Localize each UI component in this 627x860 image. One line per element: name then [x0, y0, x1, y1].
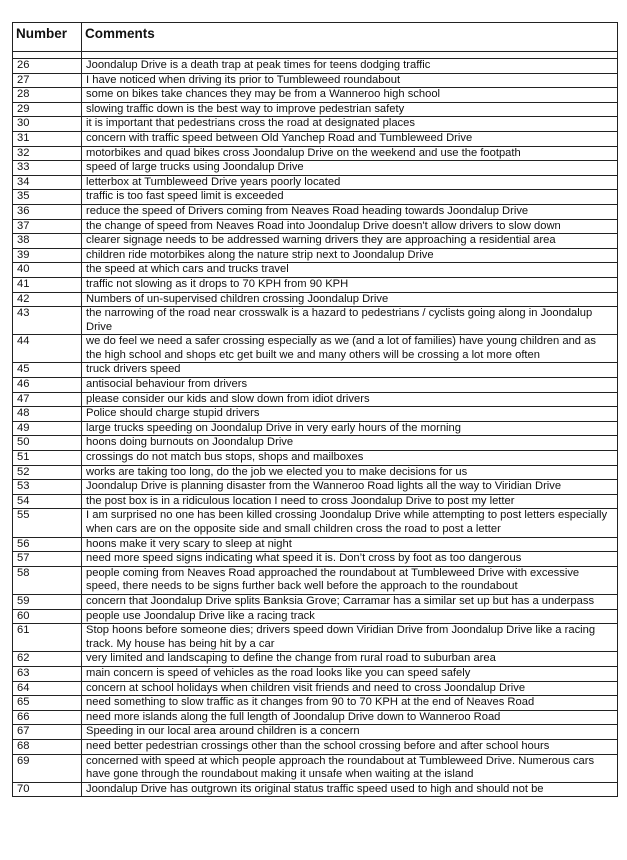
row-number: 40 [13, 263, 82, 278]
row-comment: please consider our kids and slow down from idiot drivers [82, 392, 618, 407]
row-comment: motorbikes and quad bikes cross Joondalup Drive on the weekend and use the footpath [82, 146, 618, 161]
row-number: 62 [13, 652, 82, 667]
row-number: 65 [13, 696, 82, 711]
table-row [13, 782, 618, 797]
row-comment: letterbox at Tumbleweed Drive years poorly located [82, 175, 618, 190]
row-comment: it is important that pedestrians cross the road at designated places [82, 117, 618, 132]
row-comment: hoons make it very scary to sleep at night [82, 537, 618, 552]
table-row [13, 754, 618, 782]
table-row [13, 451, 618, 466]
table-row [13, 234, 618, 249]
table-row [13, 146, 618, 161]
table-row [13, 117, 618, 132]
row-number: 63 [13, 666, 82, 681]
table-row [13, 681, 618, 696]
row-number: 53 [13, 480, 82, 495]
row-number: 67 [13, 725, 82, 740]
row-number: 49 [13, 421, 82, 436]
comments-column-header: Comments [82, 23, 618, 52]
row-comment: Joondalup Drive is planning disaster from the Wanneroo Road lights all the way to Viridian Drive [82, 480, 618, 495]
table-row [13, 307, 618, 335]
table-row [13, 509, 618, 537]
table-row [13, 102, 618, 117]
row-number: 31 [13, 131, 82, 146]
table-row [13, 666, 618, 681]
row-comment: traffic not slowing as it drops to 70 KPH from 90 KPH [82, 277, 618, 292]
row-comment: slowing traffic down is the best way to improve pedestrian safety [82, 102, 618, 117]
table-row [13, 219, 618, 234]
table-row [13, 552, 618, 567]
table-row [13, 204, 618, 219]
row-number: 39 [13, 248, 82, 263]
row-comment: large trucks speeding on Joondalup Drive in very early hours of the morning [82, 421, 618, 436]
row-comment: I am surprised no one has been killed crossing Joondalup Drive while attempting to post letters especially when cars are on the opposite side and small children cross the road to post a letter [82, 509, 618, 537]
row-comment: truck drivers speed [82, 363, 618, 378]
spacer-row [13, 52, 618, 59]
row-number: 69 [13, 754, 82, 782]
row-number: 59 [13, 594, 82, 609]
row-comment: some on bikes take chances they may be from a Wanneroo high school [82, 88, 618, 103]
table-row [13, 624, 618, 652]
row-number: 57 [13, 552, 82, 567]
row-number: 35 [13, 190, 82, 205]
row-comment: the post box is in a ridiculous location I need to cross Joondalup Drive to post my letter [82, 494, 618, 509]
row-number: 38 [13, 234, 82, 249]
row-comment: Numbers of un-supervised children crossing Joondalup Drive [82, 292, 618, 307]
table-row [13, 59, 618, 74]
row-number: 68 [13, 739, 82, 754]
row-number: 66 [13, 710, 82, 725]
row-comment: Stop hoons before someone dies; drivers speed down Viridian Drive from Joondalup Drive like a racing track. My house has being hit by a car [82, 624, 618, 652]
row-comment: Police should charge stupid drivers [82, 407, 618, 422]
table-row [13, 465, 618, 480]
comments-table-body [13, 52, 618, 797]
table-row [13, 392, 618, 407]
row-comment: traffic is too fast speed limit is exceeded [82, 190, 618, 205]
row-comment: Joondalup Drive is a death trap at peak times for teens dodging traffic [82, 59, 618, 74]
row-number: 54 [13, 494, 82, 509]
row-comment: antisocial behaviour from drivers [82, 378, 618, 393]
row-number: 48 [13, 407, 82, 422]
table-row [13, 652, 618, 667]
row-comment: people coming from Neaves Road approached the roundabout at Tumbleweed Drive with excessive speed, there needs to be signs further back well before the approach to the roundabout [82, 566, 618, 594]
row-number: 56 [13, 537, 82, 552]
row-comment: I have noticed when driving its prior to Tumbleweed roundabout [82, 73, 618, 88]
row-comment: Speeding in our local area around children is a concern [82, 725, 618, 740]
table-row [13, 131, 618, 146]
table-row [13, 73, 618, 88]
row-number: 45 [13, 363, 82, 378]
table-row [13, 190, 618, 205]
row-comment: clearer signage needs to be addressed warning drivers they are approaching a residential area [82, 234, 618, 249]
table-row [13, 378, 618, 393]
row-comment: need something to slow traffic as it changes from 90 to 70 KPH at the end of Neaves Road [82, 696, 618, 711]
row-comment: need more speed signs indicating what speed it is. Don’t cross by foot as too dangerous [82, 552, 618, 567]
row-number: 46 [13, 378, 82, 393]
row-number: 51 [13, 451, 82, 466]
row-number: 34 [13, 175, 82, 190]
row-number: 44 [13, 335, 82, 363]
table-row [13, 537, 618, 552]
row-comment: children ride motorbikes along the nature strip next to Joondalup Drive [82, 248, 618, 263]
row-number: 33 [13, 161, 82, 176]
row-comment: very limited and landscaping to define the change from rural road to suburban area [82, 652, 618, 667]
table-row [13, 594, 618, 609]
row-comment: concerned with speed at which people approach the roundabout at Tumbleweed Drive. Numerous cars have gone through the roundabout making it unsafe when waiting at the island [82, 754, 618, 782]
table-row [13, 161, 618, 176]
row-number: 32 [13, 146, 82, 161]
comments-document [12, 22, 617, 797]
table-row [13, 739, 618, 754]
table-row [13, 710, 618, 725]
number-column-header: Number [13, 23, 82, 52]
row-comment: concern that Joondalup Drive splits Banksia Grove; Carramar has a similar set up but has a underpass [82, 594, 618, 609]
row-number: 58 [13, 566, 82, 594]
row-number: 52 [13, 465, 82, 480]
table-row [13, 480, 618, 495]
row-number: 60 [13, 609, 82, 624]
row-number: 29 [13, 102, 82, 117]
row-comment: main concern is speed of vehicles as the road looks like you can speed safely [82, 666, 618, 681]
row-number: 36 [13, 204, 82, 219]
table-row [13, 263, 618, 278]
row-number: 26 [13, 59, 82, 74]
table-row [13, 407, 618, 422]
table-row [13, 609, 618, 624]
table-row [13, 277, 618, 292]
row-comment: works are taking too long, do the job we elected you to make decisions for us [82, 465, 618, 480]
table-row [13, 335, 618, 363]
row-number: 42 [13, 292, 82, 307]
row-number: 28 [13, 88, 82, 103]
row-comment: hoons doing burnouts on Joondalup Drive [82, 436, 618, 451]
row-number: 70 [13, 782, 82, 797]
row-comment: need more islands along the full length of Joondalup Drive down to Wanneroo Road [82, 710, 618, 725]
table-row [13, 421, 618, 436]
row-comment: speed of large trucks using Joondalup Drive [82, 161, 618, 176]
table-row [13, 494, 618, 509]
header-row [13, 23, 618, 52]
row-comment: we do feel we need a safer crossing especially as we (and a lot of families) have young children and as the high school and shops etc get built we and many others will be crossing a lot more often [82, 335, 618, 363]
table-row [13, 175, 618, 190]
table-row [13, 88, 618, 103]
row-comment: the change of speed from Neaves Road into Joondalup Drive doesn't allow drivers to slow down [82, 219, 618, 234]
table-row [13, 696, 618, 711]
table-row [13, 566, 618, 594]
row-number: 37 [13, 219, 82, 234]
row-comment: need better pedestrian crossings other than the school crossing before and after school hours [82, 739, 618, 754]
row-number: 64 [13, 681, 82, 696]
row-number: 43 [13, 307, 82, 335]
row-number: 50 [13, 436, 82, 451]
row-comment: concern with traffic speed between Old Yanchep Road and Tumbleweed Drive [82, 131, 618, 146]
table-row [13, 725, 618, 740]
table-row [13, 292, 618, 307]
row-comment: reduce the speed of Drivers coming from Neaves Road heading towards Joondalup Drive [82, 204, 618, 219]
row-comment: the speed at which cars and trucks travel [82, 263, 618, 278]
row-comment: people use Joondalup Drive like a racing track [82, 609, 618, 624]
row-comment: the narrowing of the road near crosswalk is a hazard to pedestrians / cyclists going along in Joondalup Drive [82, 307, 618, 335]
row-number: 55 [13, 509, 82, 537]
row-number: 27 [13, 73, 82, 88]
row-number: 61 [13, 624, 82, 652]
row-number: 41 [13, 277, 82, 292]
row-comment: crossings do not match bus stops, shops and mailboxes [82, 451, 618, 466]
row-comment: Joondalup Drive has outgrown its original status traffic speed used to high and should not be [82, 782, 618, 797]
comments-table [12, 22, 618, 797]
row-number: 30 [13, 117, 82, 132]
table-row [13, 363, 618, 378]
table-row [13, 248, 618, 263]
row-comment: concern at school holidays when children visit friends and need to cross Joondalup Drive [82, 681, 618, 696]
table-row [13, 436, 618, 451]
row-number: 47 [13, 392, 82, 407]
